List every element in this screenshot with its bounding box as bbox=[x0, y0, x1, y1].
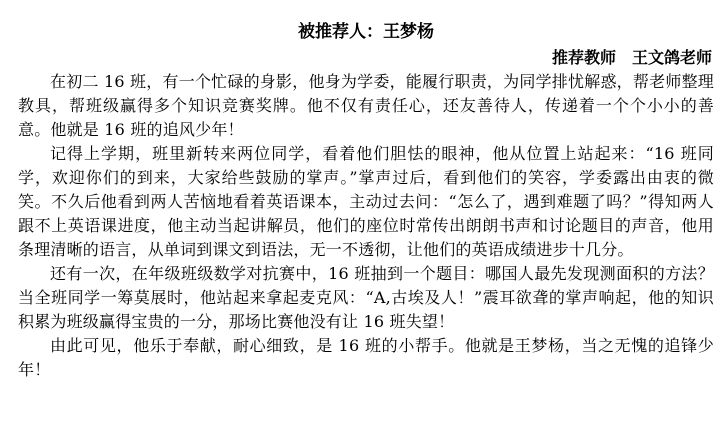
paragraph-new-classmates: 记得上学期，班里新转来两位同学，看着他们胆怯的眼神，他从位置上站起来：“16 班同学，欢迎你们的到来，大家给些鼓励的掌声。”掌声过后，看到他们的笑容，学委露出由衷的微笑。不久后他看到两人苦恼地看着英语课本，主动过去问：“怎么了，遇到难题了吗？”得知两人跟不上英语课进度，他主动当起讲解员，他们的座位时常传出朗朗书声和讨论题目的声音，他用条理清晰的语言，从单词到课文到语法，无一不透彻，让他们的英语成绩进步十几分。 bbox=[18, 144, 714, 259]
recommender-label: 推荐教师 bbox=[551, 48, 616, 67]
recommender-line bbox=[18, 46, 712, 70]
paragraph-intro: 在初二 16 班，有一个忙碌的身影，他身为学委，能履行职责，为同学排忧解惑，帮老师整理教具，帮班级赢得多个知识竞赛奖牌。他不仅有责任心，还友善待人，传递着一个个小小的善意。他就是 16 班的追风少年！ bbox=[18, 72, 714, 139]
recommender-name: 王文鸽老师 bbox=[631, 48, 712, 67]
paragraph-conclusion: 由此可见，他乐于奉献，耐心细致，是 16 班的小帮手。他就是王梦杨，当之无愧的追锋少年！ bbox=[18, 336, 714, 379]
document-title: 被推荐人：王梦杨 bbox=[298, 22, 434, 42]
paragraph-math-contest: 还有一次，在年级班级数学对抗赛中，16 班抽到一个题目：哪国人最先发现测面积的方法？当全班同学一筹莫展时，他站起来拿起麦克风：“A,古埃及人！”震耳欲聋的掌声响起，他的知识积累为班级赢得宝贵的一分，那场比赛他没有让 16 班失望！ bbox=[18, 264, 714, 331]
